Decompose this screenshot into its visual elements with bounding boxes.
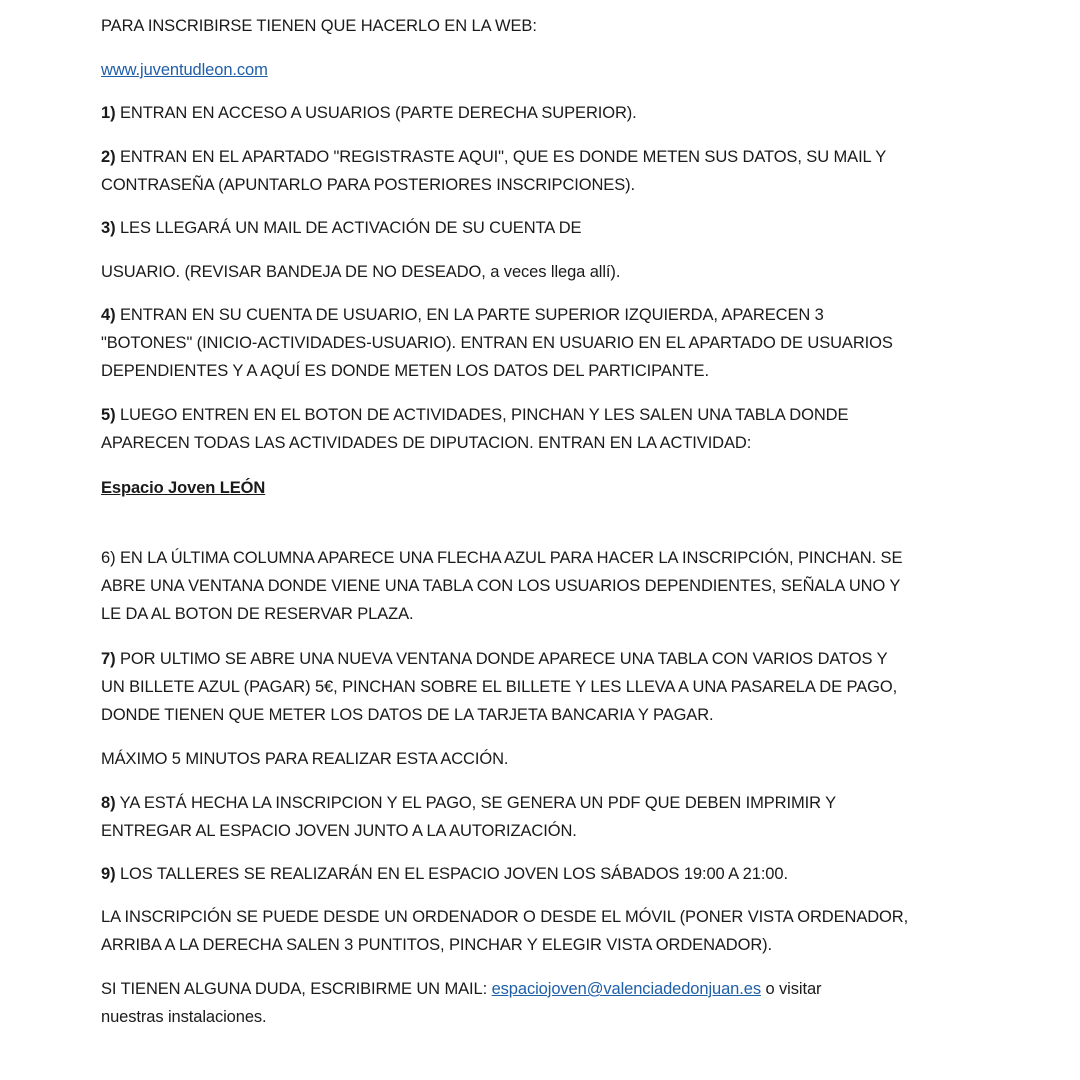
step-5-text-1: LUEGO ENTREN EN EL BOTON DE ACTIVIDADES, PINCHAN Y LES SALEN UNA TABLA DONDE xyxy=(115,406,849,424)
step-4-line-1 xyxy=(101,301,1001,329)
contact-line-1 xyxy=(101,975,1001,1003)
step-9-number: 9) xyxy=(101,865,116,883)
step-3-line-1 xyxy=(101,214,1001,242)
step-8-line-1 xyxy=(101,789,1001,817)
step-3-number: 3) xyxy=(101,219,116,237)
intro-text: PARA INSCRIBIRSE TIENEN QUE HACERLO EN LA WEB: xyxy=(101,17,537,35)
contact xyxy=(101,975,1001,1031)
website-link-line xyxy=(101,56,1001,84)
step-7-line-1 xyxy=(101,645,1001,673)
note-line-1: LA INSCRIPCIÓN SE PUEDE DESDE UN ORDENADOR O DESDE EL MÓVIL (PONER VISTA ORDENADOR, xyxy=(101,908,909,926)
step-1 xyxy=(101,99,1001,127)
step-6-line-2: ABRE UNA VENTANA DONDE VIENE UNA TABLA CON LOS USUARIOS DEPENDIENTES, SEÑALA UNO Y xyxy=(101,577,901,595)
step-6-line-1: 6) EN LA ÚLTIMA COLUMNA APARECE UNA FLECHA AZUL PARA HACER LA INSCRIPCIÓN, PINCHAN. SE xyxy=(101,549,903,567)
step-2-number: 2) xyxy=(101,148,116,166)
contact-text-after: o visitar xyxy=(760,980,822,998)
activity-title: Espacio Joven LEÓN xyxy=(101,479,266,497)
step-5-line-2: APARECEN TODAS LAS ACTIVIDADES DE DIPUTACION. ENTRAN EN LA ACTIVIDAD: xyxy=(101,434,752,452)
step-8-number: 8) xyxy=(101,794,116,812)
step-7-number: 7) xyxy=(101,650,116,668)
website-link[interactable]: www.juventudleon.com xyxy=(101,61,268,79)
step-7-line-3: DONDE TIENEN QUE METER LOS DATOS DE LA TARJETA BANCARIA Y PAGAR. xyxy=(101,706,714,724)
step-1-number: 1) xyxy=(101,104,116,122)
step-1-text: ENTRAN EN ACCESO A USUARIOS (PARTE DERECHA SUPERIOR). xyxy=(115,104,637,122)
step-8 xyxy=(101,789,1001,845)
step-8-text-1: YA ESTÁ HECHA LA INSCRIPCION Y EL PAGO, SE GENERA UN PDF QUE DEBEN IMPRIMIR Y xyxy=(115,794,837,812)
step-3-line-2: USUARIO. (REVISAR BANDEJA DE NO DESEADO, a veces llega allí). xyxy=(101,263,621,281)
step-2 xyxy=(101,143,1001,199)
step-6-line-3: LE DA AL BOTON DE RESERVAR PLAZA. xyxy=(101,605,414,623)
activity-title-line xyxy=(101,474,1001,502)
step-5-line-1 xyxy=(101,401,1001,429)
step-2-line-2: CONTRASEÑA (APUNTARLO PARA POSTERIORES INSCRIPCIONES). xyxy=(101,176,636,194)
step-7 xyxy=(101,645,1001,729)
step-4-text-1: ENTRAN EN SU CUENTA DE USUARIO, EN LA PARTE SUPERIOR IZQUIERDA, APARECEN 3 xyxy=(115,306,824,324)
contact-line-2: nuestras instalaciones. xyxy=(101,1008,267,1026)
step-4-number: 4) xyxy=(101,306,116,324)
step-8-line-2: ENTREGAR AL ESPACIO JOVEN JUNTO A LA AUTORIZACIÓN. xyxy=(101,822,577,840)
contact-email-link[interactable]: espaciojoven@valenciadedonjuan.es xyxy=(491,980,761,998)
step-6 xyxy=(101,544,1001,628)
step-4-line-2: "BOTONES" (INICIO-ACTIVIDADES-USUARIO). ENTRAN EN USUARIO EN EL APARTADO DE USUARIOS xyxy=(101,334,893,352)
contact-text: SI TIENEN ALGUNA DUDA, ESCRIBIRME UN MAIL: xyxy=(101,980,492,998)
note xyxy=(101,903,1001,959)
step-5-number: 5) xyxy=(101,406,116,424)
step-9-text: LOS TALLERES SE REALIZARÁN EN EL ESPACIO JOVEN LOS SÁBADOS 19:00 A 21:00. xyxy=(115,865,788,883)
step-7-text-1: POR ULTIMO SE ABRE UNA NUEVA VENTANA DONDE APARECE UNA TABLA CON VARIOS DATOS Y xyxy=(115,650,888,668)
step-3-text-1: LES LLEGARÁ UN MAIL DE ACTIVACIÓN DE SU CUENTA DE xyxy=(115,219,582,237)
step-9 xyxy=(101,860,1001,888)
step-5 xyxy=(101,401,1001,457)
max-time-text: MÁXIMO 5 MINUTOS PARA REALIZAR ESTA ACCIÓN. xyxy=(101,750,509,768)
step-4 xyxy=(101,301,1001,385)
step-2-line-1 xyxy=(101,143,1001,171)
step-2-text-1: ENTRAN EN EL APARTADO "REGISTRASTE AQUI", QUE ES DONDE METEN SUS DATOS, SU MAIL Y xyxy=(115,148,887,166)
step-7-line-2: UN BILLETE AZUL (PAGAR) 5€, PINCHAN SOBRE EL BILLETE Y LES LLEVA A UNA PASARELA DE PAGO, xyxy=(101,678,898,696)
step-4-line-3: DEPENDIENTES Y A AQUÍ ES DONDE METEN LOS DATOS DEL PARTICIPANTE. xyxy=(101,362,709,380)
note-line-2: ARRIBA A LA DERECHA SALEN 3 PUNTITOS, PINCHAR Y ELEGIR VISTA ORDENADOR). xyxy=(101,936,773,954)
